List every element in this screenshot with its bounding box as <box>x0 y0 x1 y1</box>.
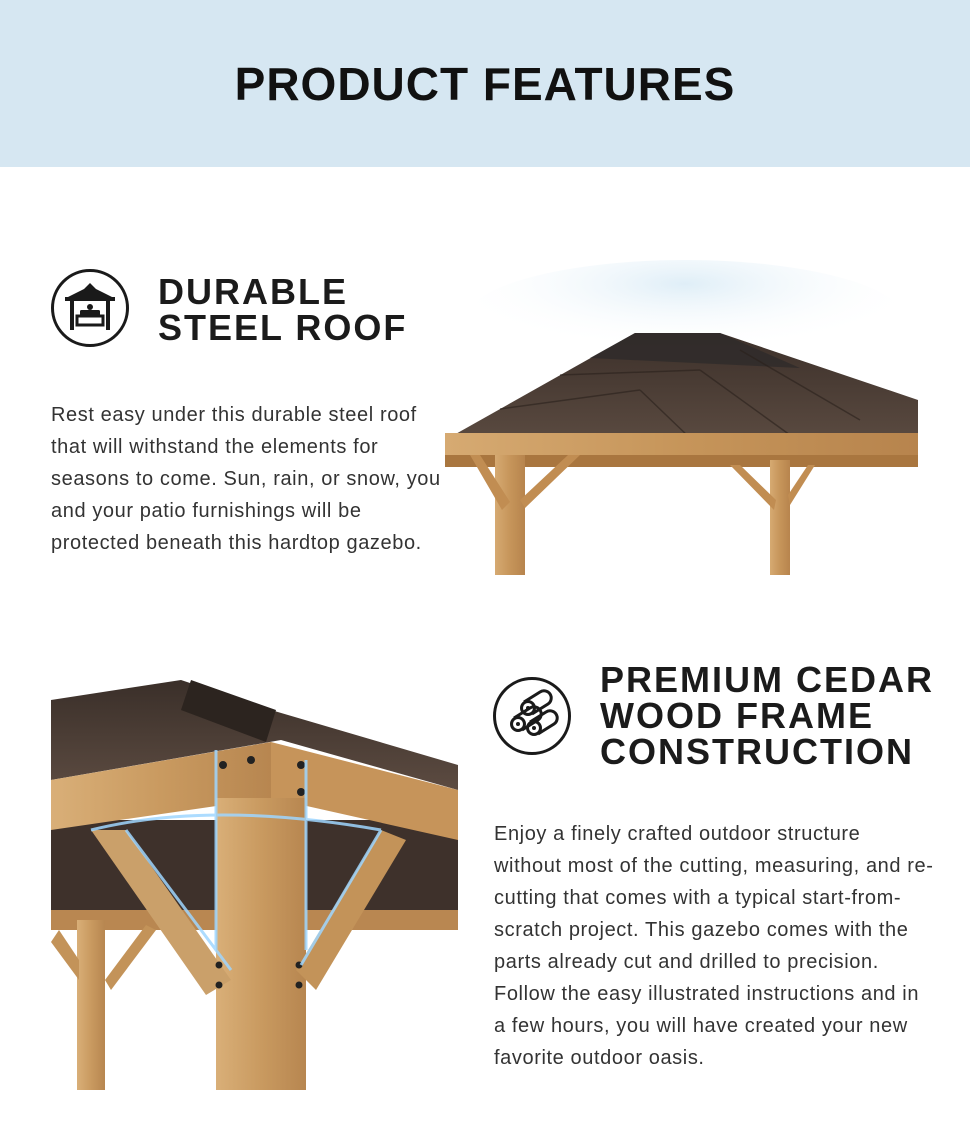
feature-description-cedar-frame: Enjoy a finely crafted outdoor structure without most of the cutting, measuring, and re-cutting that comes with a typical start-from-scratch project. This gazebo comes with the parts already cut and drilled to precision. Follow the easy illustrated instructions and in a few hours, you will have created your new favorite outdoor oasis. <box>494 823 934 1069</box>
feature-title-line: WOOD FRAME <box>600 695 874 736</box>
gazebo-roof-image <box>440 250 930 580</box>
feature-title-line: PREMIUM CEDAR <box>600 659 935 700</box>
page-header <box>0 0 970 167</box>
feature-title-steel-roof <box>158 271 408 348</box>
page-title: PRODUCT FEATURES <box>234 57 736 110</box>
feature-title-line: DURABLE <box>158 271 348 312</box>
wood-logs-icon <box>492 676 572 756</box>
gazebo-roof-icon <box>50 268 130 348</box>
feature-description-steel-roof: Rest easy under this durable steel roof that will withstand the elements for seasons to come. Sun, rain, or snow, you and your patio furnishings will be protected beneath this hardtop gazebo. <box>51 404 441 554</box>
cedar-frame-image <box>51 680 458 1090</box>
feature-title-cedar-frame <box>600 659 935 772</box>
feature-title-line: STEEL ROOF <box>158 307 408 348</box>
feature-title-line: CONSTRUCTION <box>600 731 914 772</box>
